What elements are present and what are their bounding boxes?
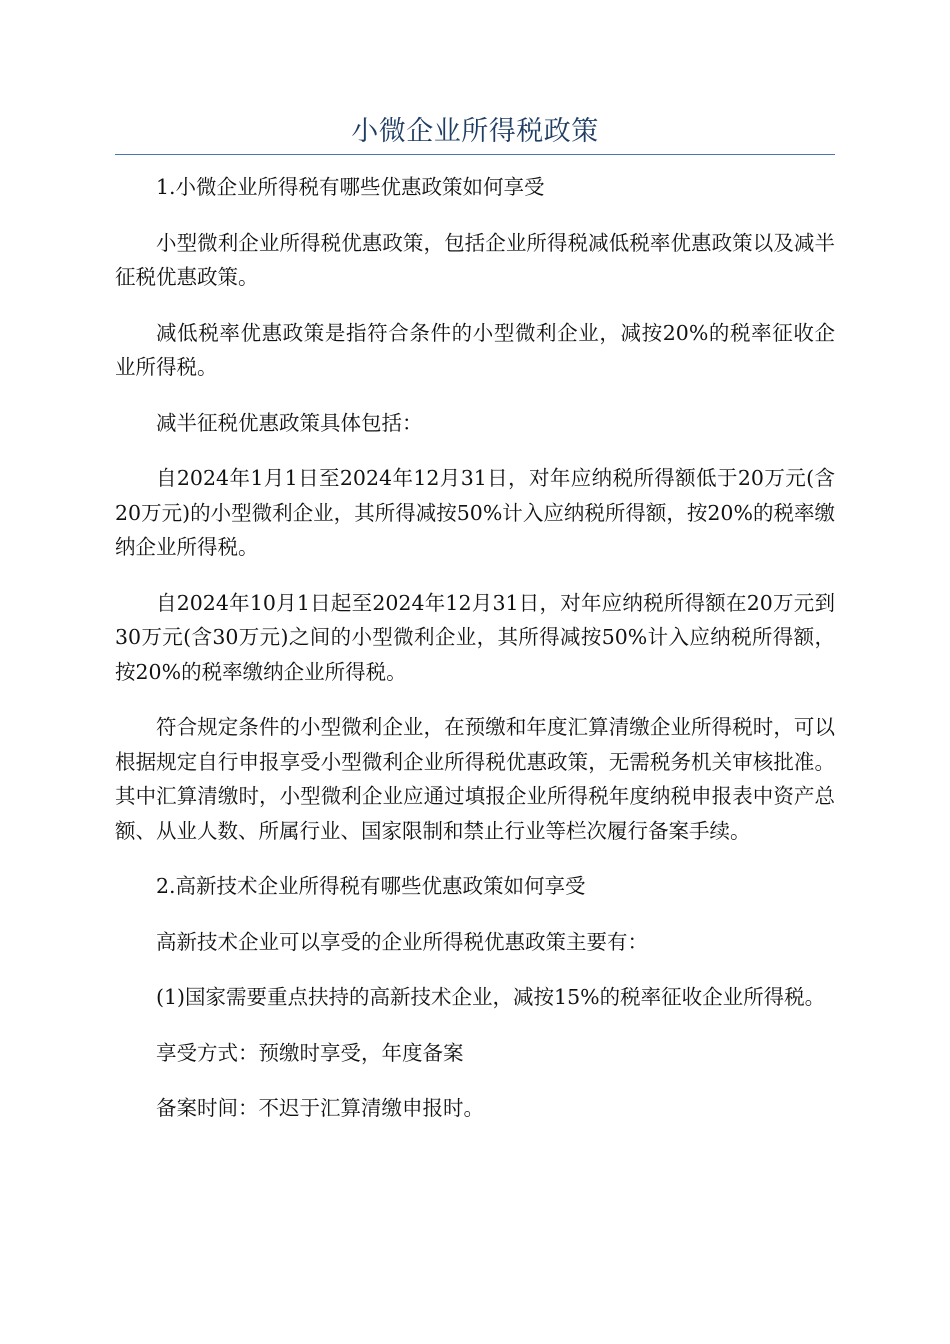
paragraph-half-tax-2: 自2024年10月1日起至2024年12月31日，对年应纳税所得额在20万元到30万元(含30万元)之间的小型微利企业，其所得减按50%计入应纳税所得额，按20%的税率缴纳企业所得税。 <box>115 590 835 684</box>
paragraph-half-tax-1: 自2024年1月1日至2024年12月31日，对年应纳税所得额低于20万元(含20万元)的小型微利企业，其所得减按50%计入应纳税所得额，按20%的税率缴纳企业所得税。 <box>115 466 835 559</box>
paragraph-hightech-intro: 高新技术企业可以享受的企业所得税优惠政策主要有： <box>156 929 648 954</box>
paragraph-enjoy-method: 享受方式：预缴时享受，年度备案 <box>156 1040 464 1065</box>
section-heading-1: 1.小微企业所得税有哪些优惠政策如何享受 <box>156 175 545 199</box>
section-heading-2: 2.高新技术企业所得税有哪些优惠政策如何享受 <box>156 874 586 898</box>
paragraph-filing: 符合规定条件的小型微利企业，在预缴和年度汇算清缴企业所得税时，可以根据规定自行申报享受小型微利企业所得税优惠政策，无需税务机关审核批准。其中汇算清缴时，小型微利企业应通过填报企业所得税年度纳税申报表中资产总额、从业人数、所属行业、国家限制和禁止行业等栏次履行备案手续。 <box>115 715 835 843</box>
paragraph-overview: 小型微利企业所得税优惠政策，包括企业所得税减低税率优惠政策以及减半征税优惠政策。 <box>115 230 835 289</box>
document-title: 小微企业所得税政策 <box>351 116 599 147</box>
paragraph-hightech-rate: (1)国家需要重点扶持的高新技术企业，减按15%的税率征收企业所得税。 <box>156 985 826 1009</box>
paragraph-filing-time: 备案时间：不迟于汇算清缴申报时。 <box>156 1096 484 1120</box>
title-underline <box>115 154 835 155</box>
document-body <box>115 170 835 1147</box>
paragraph-half-tax-intro: 减半征税优惠政策具体包括： <box>156 410 423 435</box>
paragraph-reduced-rate: 减低税率优惠政策是指符合条件的小型微利企业，减按20%的税率征收企业所得税。 <box>115 320 835 379</box>
